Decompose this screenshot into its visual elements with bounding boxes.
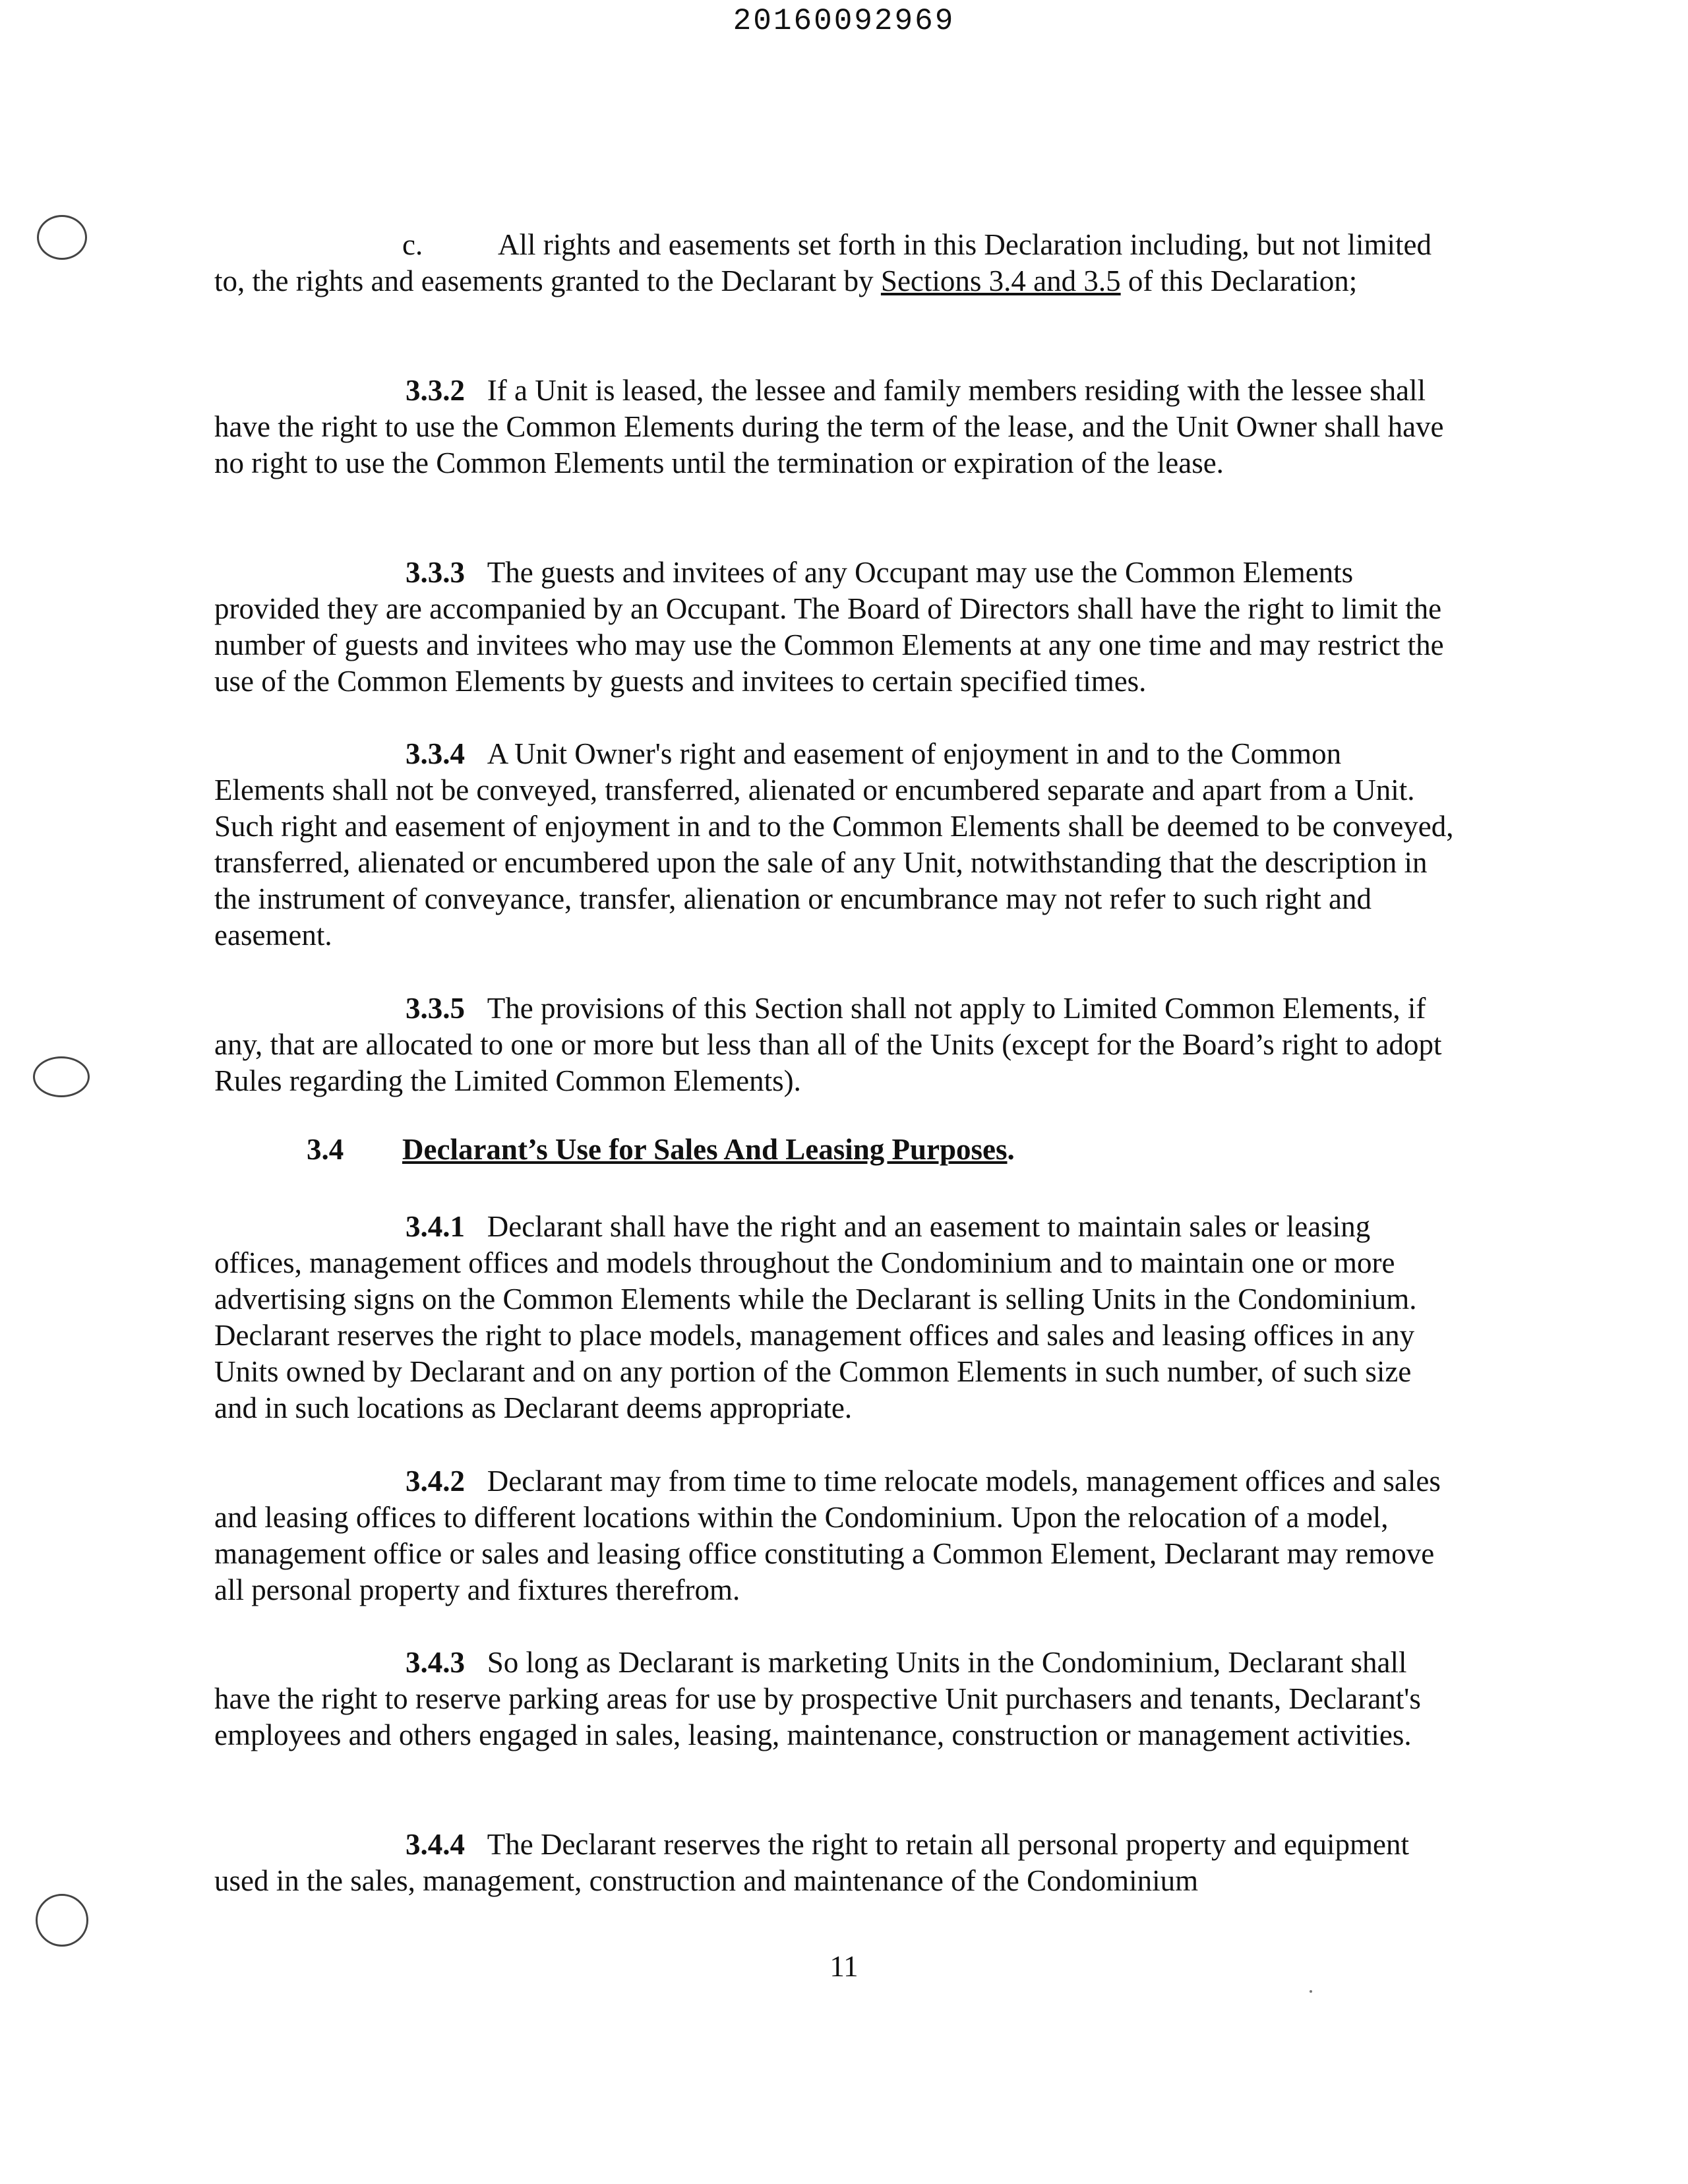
section-3-4-1-text: Declarant shall have the right and an easement to maintain sales or leasing offices, management offices and models throughout the Condominium and to maintain one or more advertising signs on the Common Elements while the Declarant is selling Units in the Condominium. Declarant reserves the right to place models, management offices and sales and leasing offices in any Units owned by Declarant and on any portion of the Common Elements in such number, of such size and in such locations as Declarant deems appropriate. [214,1210,1417,1424]
section-3-4-2-text: Declarant may from time to time relocate models, management offices and sales and leasing offices to different locations within the Condominium. Upon the relocation of a model, management office or sales and leasing office constituting a Common Element, Declarant may remove all personal property and fixtures therefrom. [214,1465,1441,1606]
section-3-3-4-number: 3.3.4 [406,737,465,770]
section-3-4-4 [214,1827,1454,1899]
section-3-3-4 [214,736,1454,954]
section-3-4-3 [214,1645,1454,1753]
section-3-4-3-text: So long as Declarant is marketing Units in the Condominium, Declarant shall have the right to reserve parking areas for use by prospective Unit purchasers and tenants, Declarant's employees and others engaged in sales, leasing, maintenance, construction or management activities. [214,1646,1421,1751]
section-3-4-4-number: 3.4.4 [406,1828,465,1861]
page-number: 11 [829,1950,859,1983]
section-3-4-4-text: The Declarant reserves the right to retain all personal property and equipment used in the sales, management, construction and maintenance of the Condominium [214,1828,1409,1897]
document-number: 20160092969 [733,4,955,38]
section-3-3-2-number: 3.3.2 [406,374,465,407]
paragraph-c-text-after: of this Declaration; [1120,264,1358,297]
section-3-4-title-end: . [1007,1133,1015,1166]
paragraph-c-text-before: All rights and easements set forth in this Declaration including, but not limited to, the rights and easements granted to the Declarant by [214,228,1432,297]
section-3-3-5-number: 3.3.5 [406,992,465,1025]
sections-link[interactable]: Sections 3.4 and 3.5 [880,264,1121,297]
punch-hole-top [37,215,87,260]
section-3-3-3-number: 3.3.3 [406,556,465,589]
section-3-4-1-number: 3.4.1 [406,1210,465,1243]
paragraph-c [214,227,1454,299]
section-3-4-title: Declarant’s Use for Sales And Leasing Purposes [402,1133,1008,1166]
section-3-4-heading [307,1132,1015,1168]
section-3-4-1 [214,1209,1454,1426]
section-3-3-3-text: The guests and invitees of any Occupant may use the Common Elements provided they are accompanied by an Occupant. The Board of Directors shall have the right to limit the number of guests and invitees who may use the Common Elements at any one time and may restrict the use of the Common Elements by guests and invitees to certain specified times. [214,556,1444,698]
section-3-4-2-number: 3.4.2 [406,1465,465,1498]
section-3-4-2 [214,1463,1454,1608]
punch-hole-bottom [36,1894,88,1947]
section-3-4-3-number: 3.4.3 [406,1646,465,1679]
paragraph-c-label: c. [402,228,423,261]
punch-hole-middle [33,1056,90,1097]
section-3-3-2 [214,373,1454,481]
section-3-4-number: 3.4 [307,1133,344,1166]
scan-speck [1310,1990,1312,1993]
section-3-3-5-text: The provisions of this Section shall not apply to Limited Common Elements, if any, that are allocated to one or more but less than all of the Units (except for the Board’s right to adopt Rules regarding the Limited Common Elements). [214,992,1442,1097]
section-3-3-2-text: If a Unit is leased, the lessee and family members residing with the lessee shall have the right to use the Common Elements during the term of the lease, and the Unit Owner shall have no right to use the Common Elements until the termination or expiration of the lease. [214,374,1444,479]
section-3-3-5 [214,990,1454,1099]
section-3-3-4-text: A Unit Owner's right and easement of enjoyment in and to the Common Elements shall not be conveyed, transferred, alienated or encumbered separate and apart from a Unit. Such right and easement of enjoyment in and to the Common Elements shall be deemed to be conveyed, transferred, alienated or encumbered upon the sale of any Unit, notwithstanding that the description in the instrument of conveyance, transfer, alienation or encumbrance may not refer to such right and easement. [214,737,1454,952]
section-3-3-3 [214,555,1454,700]
